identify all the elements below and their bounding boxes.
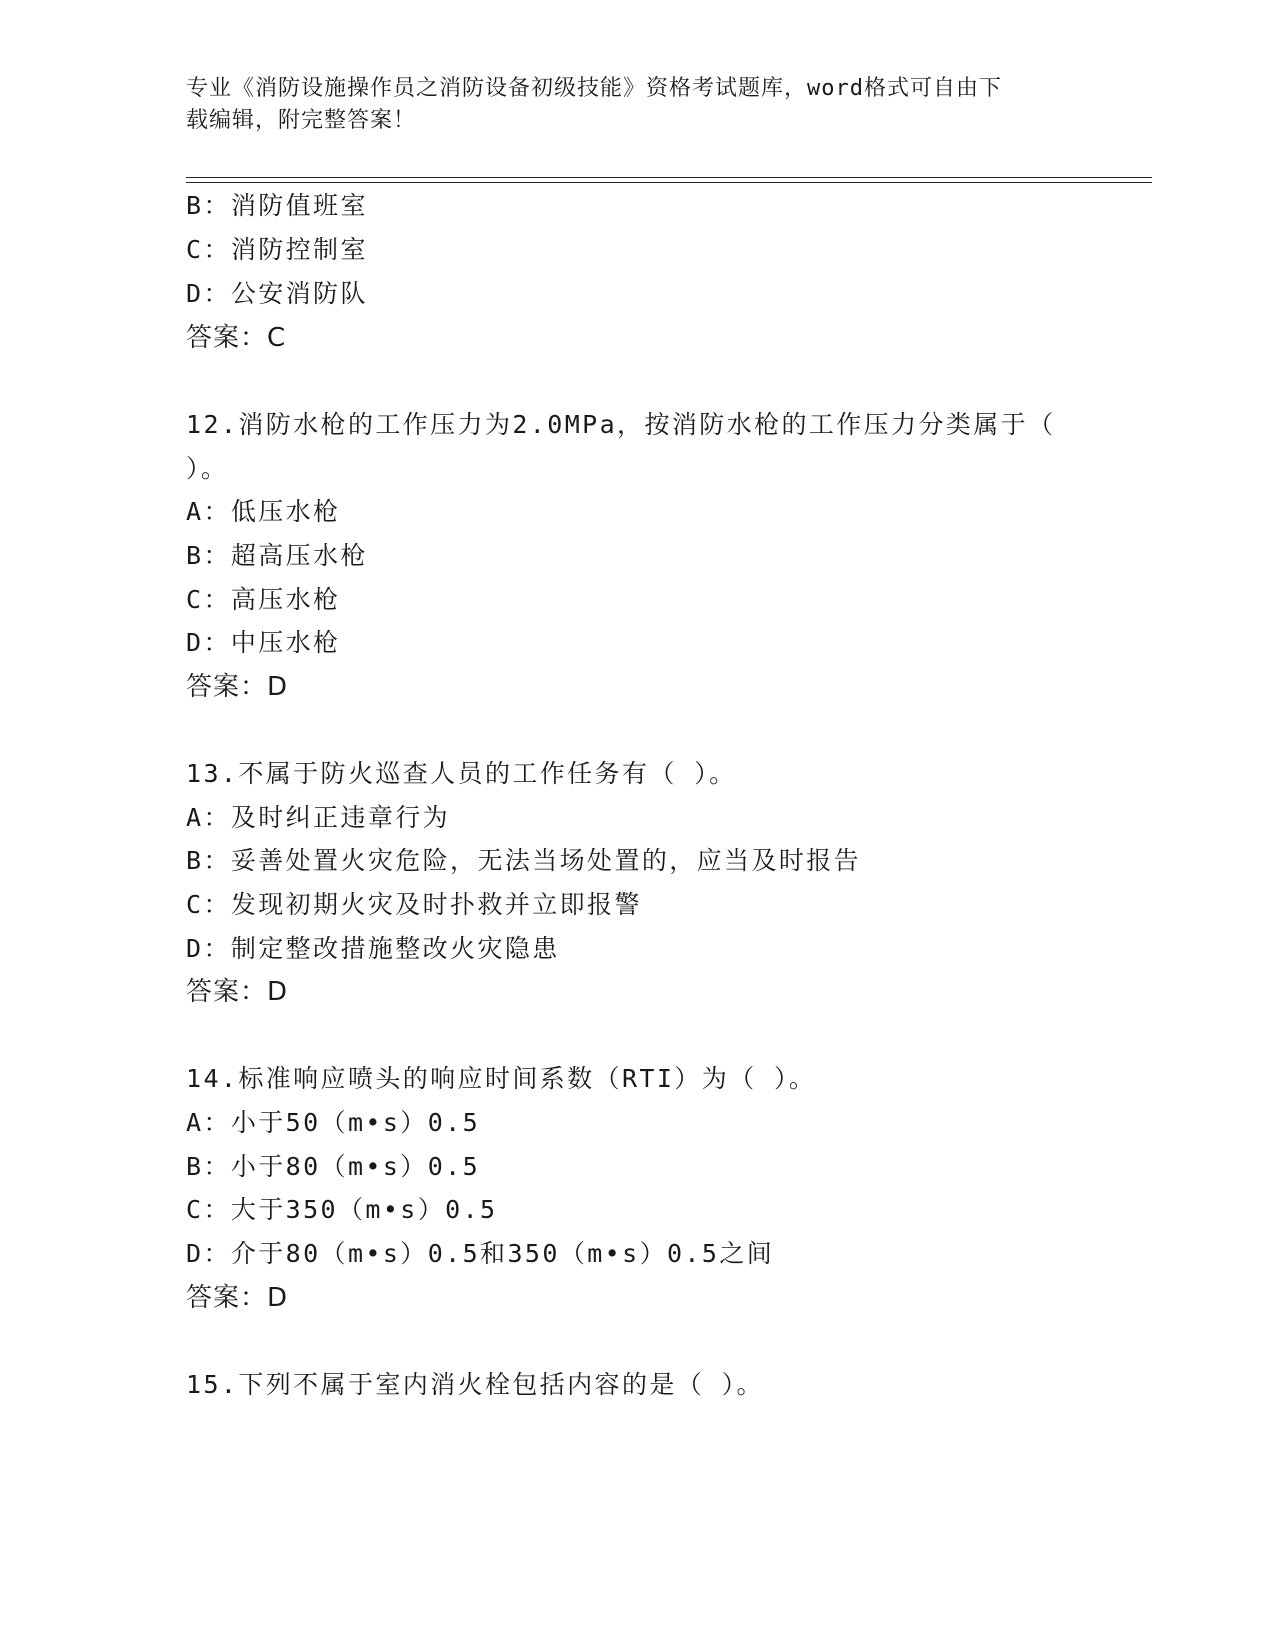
q14-option-c: C：大于350（m•s）0.5 [186,1195,498,1224]
header-divider-bottom [186,182,1152,183]
q14-option-b: B：小于80（m•s）0.5 [186,1152,481,1181]
q13-answer: 答案：D [186,977,289,1007]
q13-option-a: A：及时纠正违章行为 [186,803,451,832]
q14-stem: 14.标准响应喷头的响应时间系数（RTI）为（ ）。 [186,1064,817,1093]
q15-stem: 15.下列不属于室内消火栓包括内容的是（ ）。 [186,1370,764,1399]
q12-stem-line-2: ）。 [186,454,229,483]
q11-answer: 答案：C [186,323,287,353]
q12-option-c: C：高压水枪 [186,585,341,614]
q14-answer: 答案：D [186,1283,289,1313]
q12-option-d: D：中压水枪 [186,628,341,657]
q14-option-d: D：介于80（m•s）0.5和350（m•s）0.5之间 [186,1239,775,1268]
q12-answer: 答案：D [186,672,289,702]
header-divider-top [186,177,1152,178]
q13-option-c: C：发现初期火灾及时扑救并立即报警 [186,890,642,919]
q14-option-a: A：小于50（m•s）0.5 [186,1108,481,1137]
header-line-2: 载编辑，附完整答案！ [186,108,417,133]
q12-option-b: B：超高压水枪 [186,541,368,570]
q12-stem-line-1: 12.消防水枪的工作压力为2.0MPa，按消防水枪的工作压力分类属于（ [186,410,1056,439]
q12-option-a: A：低压水枪 [186,497,341,526]
header-line-1: 专业《消防设施操作员之消防设备初级技能》资格考试题库，word格式可自由下 [186,76,1002,101]
q13-option-d: D：制定整改措施整改火灾隐患 [186,934,560,963]
q13-option-b: B：妥善处置火灾危险，无法当场处置的，应当及时报告 [186,846,862,875]
q11-option-c: C：消防控制室 [186,235,368,264]
q11-option-d: D：公安消防队 [186,279,368,308]
page-header [186,73,1066,137]
q11-option-b: B：消防值班室 [186,191,368,220]
q13-stem: 13.不属于防火巡查人员的工作任务有（ ）。 [186,759,737,788]
